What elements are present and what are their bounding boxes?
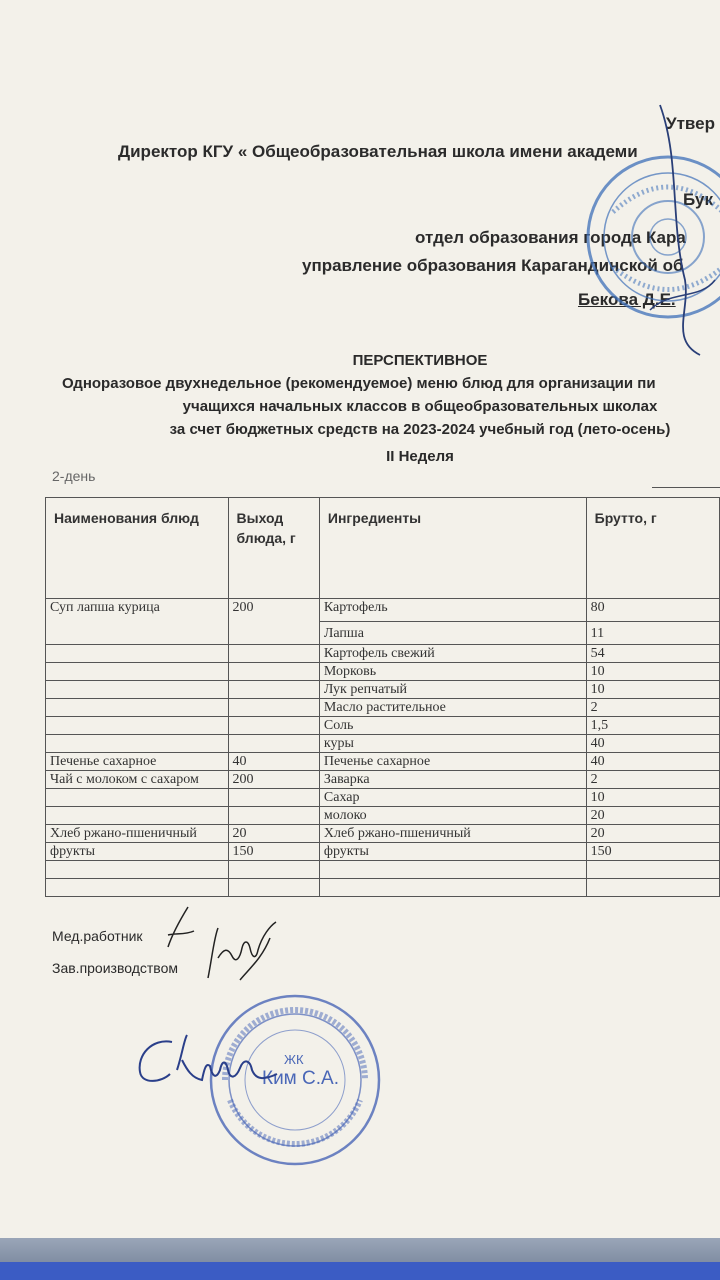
- cell-ingredient: Сахар: [319, 789, 586, 807]
- cell-dish: фрукты: [46, 843, 229, 861]
- day-label: 2-день: [52, 468, 96, 484]
- director-line: Директор КГУ « Общеобразовательная школа имени академи: [118, 142, 638, 161]
- stamp-initials: ЖК: [284, 1052, 304, 1067]
- date-underline: [652, 487, 720, 488]
- cell-dish: [46, 789, 229, 807]
- table-row: [46, 807, 720, 825]
- table-row: [46, 645, 720, 663]
- cell-dish: Суп лапша курица: [46, 599, 229, 645]
- cell-ingredient: [319, 861, 586, 879]
- cell-output: [228, 789, 319, 807]
- cell-output: [228, 681, 319, 699]
- table-row: [46, 789, 720, 807]
- cell-ingredient: Хлеб ржано-пшеничный: [319, 825, 586, 843]
- cell-gross: 40: [586, 753, 719, 771]
- cell-gross: 40: [586, 735, 719, 753]
- table-row: [46, 663, 720, 681]
- cell-output: [228, 861, 319, 879]
- table-row: [46, 879, 720, 897]
- cell-dish: [46, 717, 229, 735]
- cell-dish: [46, 879, 229, 897]
- production-signature-icon: [200, 918, 280, 988]
- med-signature-icon: [160, 905, 200, 950]
- cell-ingredient: Лук репчатый: [319, 681, 586, 699]
- cell-gross: 54: [586, 645, 719, 663]
- cell-gross: 10: [586, 663, 719, 681]
- table-row: [46, 681, 720, 699]
- table-row: [46, 753, 720, 771]
- management-line: управление образования Карагандинской об: [302, 256, 684, 275]
- cell-ingredient: [319, 879, 586, 897]
- menu-table: [45, 497, 720, 897]
- cell-ingredient: фрукты: [319, 843, 586, 861]
- header-gross: Брутто, г: [586, 498, 719, 599]
- cell-ingredient: молоко: [319, 807, 586, 825]
- stamp-name: Ким С.А.: [262, 1068, 339, 1089]
- table-header-row: [46, 498, 720, 599]
- cell-dish: [46, 663, 229, 681]
- table-row: [46, 699, 720, 717]
- cell-ingredient: Картофель свежий: [319, 645, 586, 663]
- cell-gross: 11: [586, 622, 719, 645]
- table-row: [46, 735, 720, 753]
- production-head-label: Зав.производством: [52, 960, 178, 976]
- cell-dish: [46, 861, 229, 879]
- cell-ingredient: Лапша: [319, 622, 586, 645]
- dept-line: отдел образования города Кара: [415, 228, 686, 247]
- table-row: [46, 861, 720, 879]
- director-signature-icon: [630, 100, 720, 360]
- title-main: ПЕРСПЕКТИВНОЕ: [352, 352, 488, 369]
- header-dish: Наименования блюд: [46, 498, 229, 599]
- cell-gross: 10: [586, 681, 719, 699]
- table-row: [46, 599, 720, 622]
- cell-gross: [586, 861, 719, 879]
- cell-gross: 10: [586, 789, 719, 807]
- cell-output: [228, 645, 319, 663]
- cell-ingredient: Картофель: [319, 599, 586, 622]
- cell-output: [228, 807, 319, 825]
- cell-gross: 20: [586, 807, 719, 825]
- title-line-3: учащихся начальных классов в общеобразовательных школах: [182, 398, 658, 415]
- cell-gross: 80: [586, 599, 719, 622]
- floor-strip: [0, 1262, 720, 1280]
- cell-output: [228, 663, 319, 681]
- cell-gross: 20: [586, 825, 719, 843]
- cell-output: [228, 717, 319, 735]
- header-ingredients: Ингредиенты: [319, 498, 586, 599]
- cell-dish: [46, 699, 229, 717]
- cell-ingredient: Морковь: [319, 663, 586, 681]
- cell-dish: Чай с молоком с сахаром: [46, 771, 229, 789]
- cell-ingredient: Печенье сахарное: [319, 753, 586, 771]
- cell-gross: 150: [586, 843, 719, 861]
- cell-dish: Печенье сахарное: [46, 753, 229, 771]
- cell-ingredient: Масло растительное: [319, 699, 586, 717]
- cell-output: 200: [228, 599, 319, 645]
- approve-label: Утвер: [666, 114, 715, 133]
- cell-dish: [46, 735, 229, 753]
- title-line-5: II Неделя: [386, 448, 454, 465]
- title-line-4: за счет бюджетных средств на 2023-2024 учебный год (лето-осень): [169, 421, 671, 438]
- table-row: [46, 843, 720, 861]
- cell-dish: [46, 645, 229, 663]
- cell-ingredient: куры: [319, 735, 586, 753]
- name-fragment: Бук: [683, 190, 713, 209]
- cell-gross: [586, 879, 719, 897]
- cell-ingredient: Соль: [319, 717, 586, 735]
- cell-gross: 2: [586, 699, 719, 717]
- cook-signature-icon: [132, 1030, 282, 1100]
- cell-output: 150: [228, 843, 319, 861]
- cell-output: 20: [228, 825, 319, 843]
- cell-output: [228, 699, 319, 717]
- cell-gross: 1,5: [586, 717, 719, 735]
- cell-output: 40: [228, 753, 319, 771]
- cell-dish: [46, 681, 229, 699]
- cell-dish: [46, 807, 229, 825]
- cell-dish: Хлеб ржано-пшеничный: [46, 825, 229, 843]
- table-row: [46, 717, 720, 735]
- header-output: Выход блюда, г: [228, 498, 319, 599]
- title-line-2: Одноразовое двухнедельное (рекомендуемое) меню блюд для организации пи: [62, 375, 656, 392]
- cell-ingredient: Заварка: [319, 771, 586, 789]
- signer-name: Бекова Д.Е.: [578, 290, 676, 309]
- cell-output: [228, 735, 319, 753]
- cell-output: [228, 879, 319, 897]
- med-worker-label: Мед.работник: [52, 928, 143, 944]
- cell-gross: 2: [586, 771, 719, 789]
- table-row: [46, 825, 720, 843]
- table-row: [46, 771, 720, 789]
- cell-output: 200: [228, 771, 319, 789]
